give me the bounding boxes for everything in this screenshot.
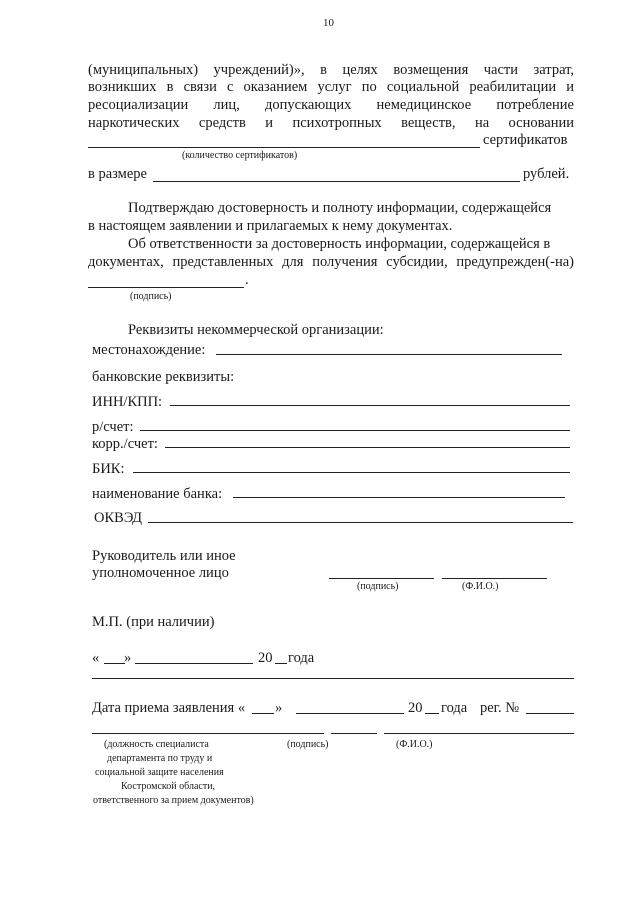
receipt-reg-label: рег. № [480,700,520,716]
receipt-day-field[interactable] [252,713,274,714]
certificates-caption: (количество сертификатов) [182,150,298,161]
signatory-signature-field[interactable] [329,578,434,579]
amount-field[interactable] [153,181,520,182]
corr-account-label: корр./счет: [92,436,158,452]
receipt-year-field[interactable] [425,713,439,714]
stamp-label: М.П. (при наличии) [92,614,215,630]
location-label: местонахождение: [92,342,206,358]
bank-details-label: банковские реквизиты: [92,369,235,385]
page-number: 10 [323,17,334,29]
intro-line-3: ресоциализации лиц, допускающих немедицинское потребление [88,97,574,113]
confirm-line-4: документах, представленных для получения субсидии, предупрежден(-на) [88,254,574,270]
date-year-field[interactable] [275,663,287,664]
receipt-position-caption-4: Костромской области, [121,781,216,792]
date-year-word: года [288,650,315,666]
signatory-line-1: Руководитель или иное [92,548,236,564]
receipt-position-caption-1: (должность специалиста [104,739,209,750]
date-separator-line [92,678,574,679]
receipt-position-field[interactable] [92,733,324,734]
receipt-signature-caption: (подпись) [287,739,329,750]
date-day-field[interactable] [104,663,125,664]
bik-label: БИК: [92,461,125,477]
corr-account-field[interactable] [165,447,570,448]
receipt-position-caption-2: департамента по труду и [107,753,213,764]
amount-suffix: рублей. [523,166,570,182]
requisites-heading: Реквизиты некоммерческой организации: [128,322,384,338]
signatory-signature-caption: (подпись) [357,581,399,592]
receipt-fio-caption: (Ф.И.О.) [396,739,433,750]
signatory-fio-field[interactable] [442,578,547,579]
location-field[interactable] [216,354,562,355]
intro-line-2: возникших в связи с оказанием услуг по социальной реабилитации и [88,79,574,95]
confirm-line-end: . [245,272,249,288]
receipt-reg-field[interactable] [526,713,574,714]
date-open-quote: « [92,650,100,666]
receipt-signature-field[interactable] [331,733,377,734]
signatory-fio-caption: (Ф.И.О.) [462,581,499,592]
confirm-line-2: в настоящем заявлении и прилагаемых к нему документах. [88,218,453,234]
certificates-count-field[interactable] [88,147,480,148]
amount-prefix: в размере [88,166,147,182]
bik-field[interactable] [133,472,570,473]
receipt-year-prefix: 20 [408,700,423,716]
receipt-month-field[interactable] [296,713,404,714]
bank-name-label: наименование банка: [92,486,223,502]
okved-field[interactable] [148,522,573,523]
receipt-year-word: года [441,700,468,716]
date-month-field[interactable] [135,663,253,664]
intro-line-4: наркотических средств и психотропных веществ, на основании [88,115,574,131]
certificates-word: сертификатов [483,132,568,148]
date-close-quote: » [124,650,132,666]
receipt-close-quote: » [275,700,283,716]
bank-name-field[interactable] [233,497,565,498]
intro-line-1: (муниципальных) учреждений)», в целях возмещения части затрат, [88,62,574,78]
confirm-signature-caption: (подпись) [130,291,172,302]
okved-label: ОКВЭД [94,510,143,526]
account-label: р/счет: [92,419,134,435]
date-year-prefix: 20 [258,650,273,666]
receipt-fio-field[interactable] [384,733,574,734]
inn-kpp-label: ИНН/КПП: [92,394,163,410]
inn-kpp-field[interactable] [170,405,570,406]
signatory-line-2: уполномоченное лицо [92,565,229,581]
receipt-label: Дата приема заявления « [92,700,246,716]
receipt-position-caption-3: социальной защите населения [95,767,224,778]
account-field[interactable] [140,430,570,431]
confirm-signature-field[interactable] [88,287,244,288]
confirm-line-3: Об ответственности за достоверность информации, содержащейся в [128,236,551,252]
receipt-position-caption-5: ответственного за прием документов) [93,795,254,806]
confirm-line-1: Подтверждаю достоверность и полноту информации, содержащейся [128,200,552,216]
